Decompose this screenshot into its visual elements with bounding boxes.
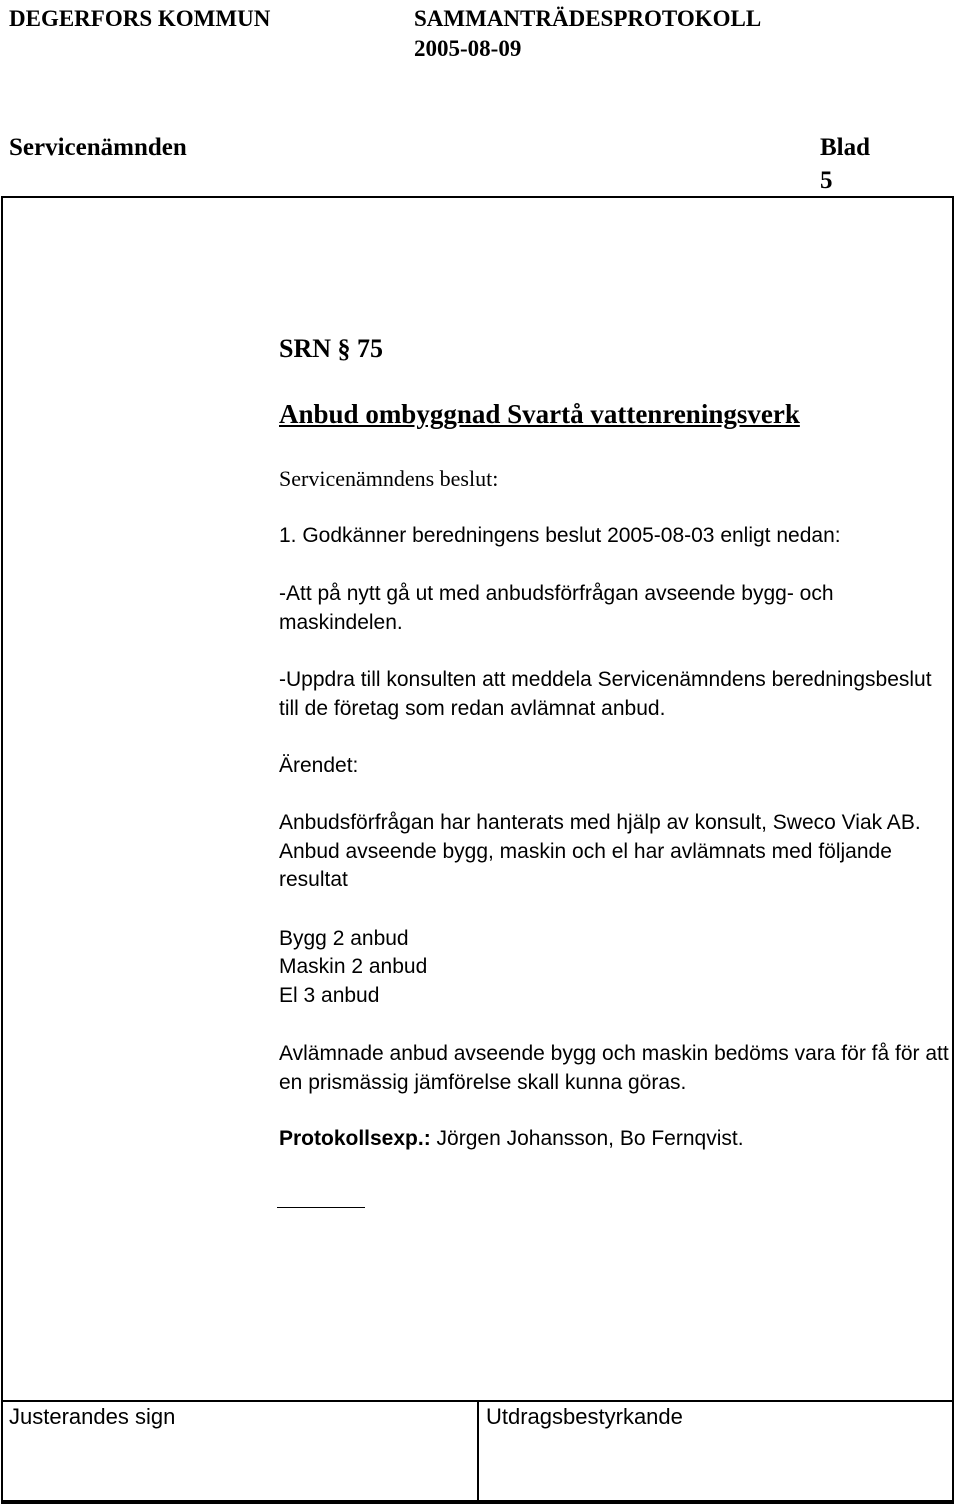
bid-bygg: Bygg 2 anbud (279, 927, 409, 950)
page-number: 5 (820, 167, 833, 194)
matter-heading: Ärendet: (279, 754, 359, 777)
document-type: SAMMANTRÄDESPROTOKOLL (414, 6, 762, 31)
copies-line (279, 1125, 744, 1153)
decision-heading: Servicenämndens beslut: (279, 466, 499, 491)
decision-point-1: 1. Godkänner beredningens beslut 2005-08-03 enligt nedan: (279, 524, 841, 547)
utdragsbestyrkande-label: Utdragsbestyrkande (486, 1404, 683, 1429)
decision-paragraph-1: -Att på nytt gå ut med anbudsförfrågan avseende bygg- och maskindelen. (279, 582, 834, 634)
municipality-name: DEGERFORS KOMMUN (9, 6, 271, 31)
item-title: Anbud ombyggnad Svartå vattenreningsverk (279, 399, 800, 429)
copies-value: Jörgen Johansson, Bo Fernqvist. (430, 1127, 744, 1150)
assessment-paragraph: Avlämnade anbud avseende bygg och maskin bedöms vara för få för att en prismässig jämförelse skall kunna göras. (279, 1042, 949, 1094)
page-label: Blad (820, 134, 871, 161)
bid-maskin: Maskin 2 anbud (279, 955, 428, 978)
meeting-date: 2005-08-09 (414, 36, 522, 61)
footer-divider (477, 1400, 479, 1504)
matter-paragraph: Anbudsförfrågan har hanterats med hjälp av konsult, Sweco Viak AB. Anbud avseende bygg, maskin och el har avlämnats med följande resultat (279, 811, 921, 891)
justerandes-sign-label: Justerandes sign (9, 1404, 176, 1429)
end-rule (277, 1207, 365, 1208)
decision-paragraph-2: -Uppdra till konsulten att meddela Servicenämndens beredningsbeslut till de företag som redan avlämnat anbud. (279, 668, 932, 720)
bid-el: El 3 anbud (279, 984, 380, 1007)
committee-name: Servicenämnden (9, 134, 187, 161)
item-number: SRN § 75 (279, 334, 384, 363)
copies-label: Protokollsexp.: (279, 1127, 431, 1150)
